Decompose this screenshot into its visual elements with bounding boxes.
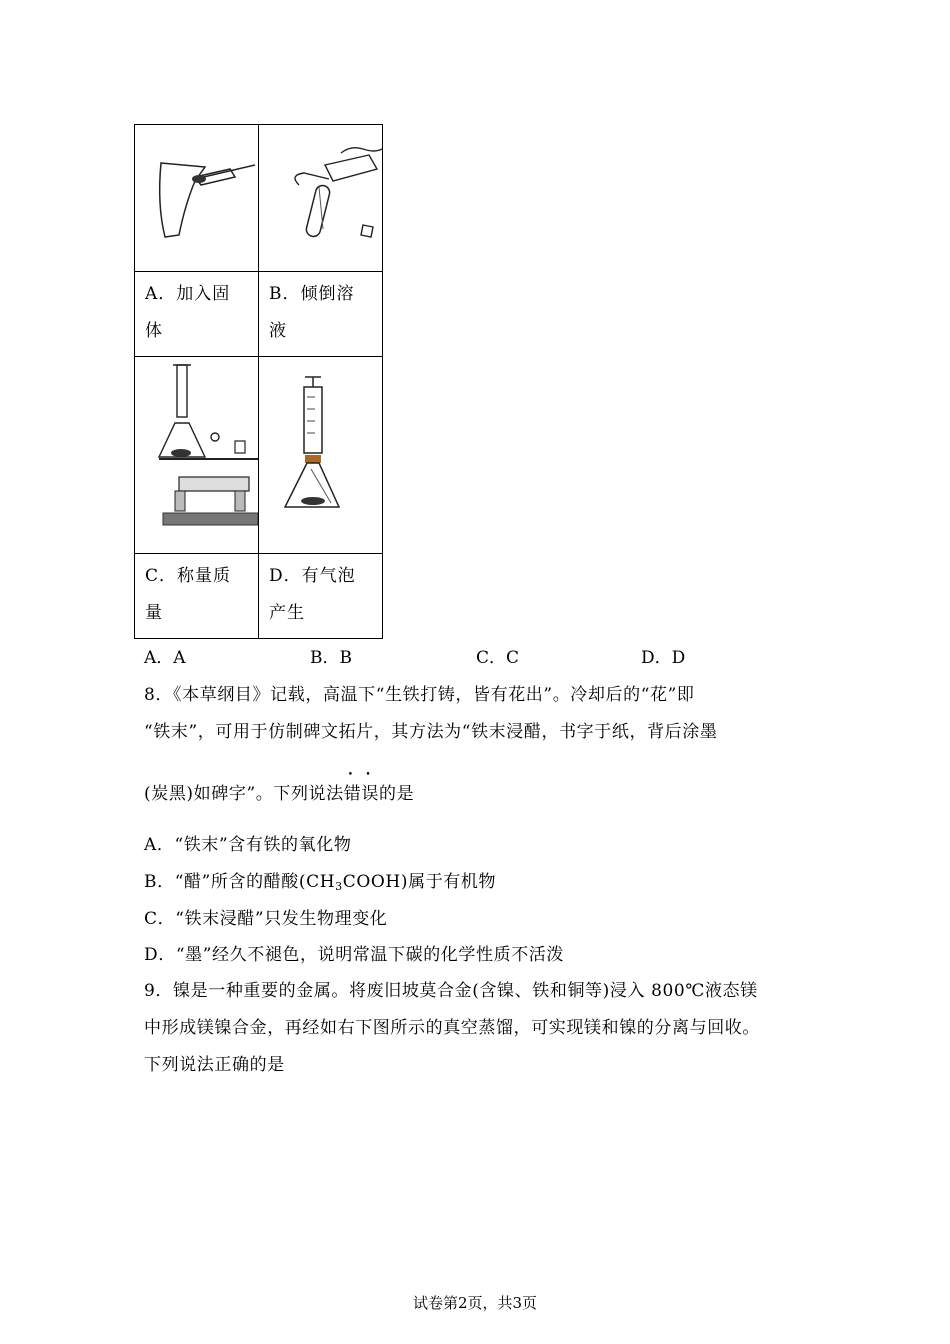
q7-option-a: A．A: [144, 648, 186, 668]
q7-option-d: D．D: [641, 648, 686, 668]
flask-syringe-figure: [259, 357, 382, 553]
caption-a-line2: 体: [145, 321, 163, 341]
q8-option-b-pre: B．“醋”所含的醋酸(CH: [144, 872, 336, 892]
balance-weighing-figure: [135, 357, 258, 553]
q8-line-3: [144, 779, 414, 804]
figure-cell-c: [135, 357, 259, 554]
q7-option-b: B．B: [310, 648, 352, 668]
caption-c-line2: 量: [145, 603, 163, 623]
q8-option-a: A．“铁末”含有铁的氧化物: [144, 835, 352, 855]
caption-cell-c: [135, 554, 259, 639]
q8-option-c: C．“铁末浸醋”只发生物理变化: [144, 909, 388, 929]
figure-cell-d: [259, 357, 383, 554]
figure-table: [134, 124, 383, 639]
figure-cell-a: [135, 125, 259, 272]
q8-option-b-post: COOH)属于有机物: [342, 872, 497, 892]
caption-d-line1: D．有气泡: [269, 566, 356, 586]
caption-b-line1: B．倾倒溶: [269, 284, 355, 304]
q7-option-c: C．C: [476, 648, 520, 668]
caption-cell-d: [259, 554, 383, 639]
q8-line-3-pre: (炭黑)如碑字”。下列说法: [144, 784, 344, 804]
test-tube-pouring-figure: [259, 125, 382, 271]
caption-b-line2: 液: [269, 321, 287, 341]
q8-option-b: [144, 867, 496, 893]
q8-option-d: D．“墨”经久不褪色，说明常温下碳的化学性质不活泼: [144, 945, 565, 965]
q8-line-1: 8．《本草纲目》记载，高温下“生铁打铸，皆有花出”。冷却后的“花”即: [144, 685, 695, 705]
q8-emphasis-char-2: 误: [361, 784, 379, 804]
caption-cell-a: [135, 272, 259, 357]
q8-emphasis-char-1: 错: [343, 784, 362, 804]
q8-line-2: “铁末”，可用于仿制碑文拓片，其方法为“铁末浸醋，书字于纸，背后涂墨: [144, 722, 718, 742]
q9-line-2: 中形成镁镍合金，再经如右下图所示的真空蒸馏，可实现镁和镍的分离与回收。: [144, 1018, 760, 1038]
q9-line-1: 9．镍是一种重要的金属。将废旧坡莫合金(含镍、铁和铜等)浸入 800℃液态镁: [144, 981, 758, 1001]
caption-d-line2: 产生: [269, 603, 305, 623]
q8-option-b-subscript: 3: [335, 880, 343, 893]
figure-cell-b: [259, 125, 383, 272]
caption-cell-b: [259, 272, 383, 357]
caption-c-line1: C．称量质: [145, 566, 232, 586]
q9-line-3: 下列说法正确的是: [144, 1055, 285, 1075]
page-footer: 试卷第2页，共3页: [412, 1294, 538, 1312]
flask-adding-solid-figure: [135, 125, 258, 271]
q8-line-3-post: 的是: [378, 784, 415, 804]
caption-a-line1: A．加入固: [145, 284, 231, 304]
